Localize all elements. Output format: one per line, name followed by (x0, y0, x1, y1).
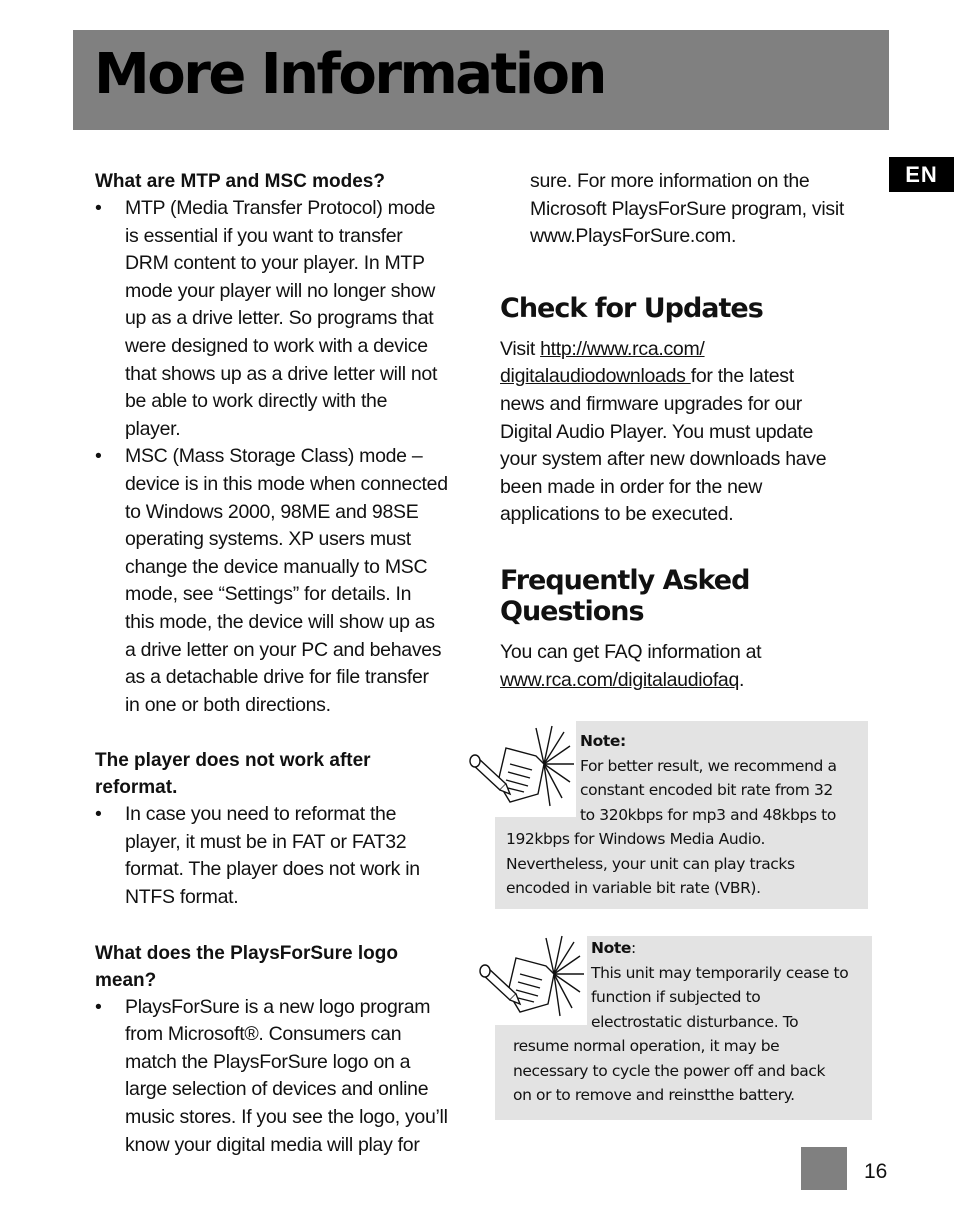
bullet-list (95, 195, 470, 719)
list-item: • In case you need to reformat the player, it must be in FAT or FAT32 format. The player does not work in NTFS format. (95, 803, 420, 909)
question-title: What does the PlaysForSure logo mean? (95, 942, 398, 991)
page-marker (801, 1147, 847, 1190)
bullet-icon: • (95, 803, 102, 826)
list-item: • PlaysForSure is a new logo program from Microsoft®. Consumers can match the PlaysForSure logo on a large selection of devices and online music stores. If you see the logo, you’ll know your digital media will play for (95, 995, 448, 1156)
continuation-text: sure. For more information on the Microsoft PlaysForSure program, visit www.PlaysForSure.com. (530, 170, 844, 248)
note-1: Note: For better result, we recommend a constant encoded bit rate from 32 to 320kbps for mp3 and 48kbps to (580, 732, 837, 824)
bullet-icon: • (95, 197, 102, 219)
downloads-link-continued[interactable]: digitalaudiodownloads (500, 365, 691, 388)
faq-link[interactable]: www.rca.com/digitalaudiofaq (500, 668, 740, 691)
faq-text: You can get FAQ information at www.rca.com/digitalaudiofaq. (500, 640, 762, 691)
bullet-icon: • (95, 995, 102, 1018)
bullet-icon: • (95, 445, 102, 468)
right-column (500, 168, 880, 694)
left-column (95, 168, 470, 1159)
bullet-list (95, 801, 470, 911)
updates-text: Visit http://www.rca.com/ digitalaudiodownloads for the latest news and firmware upgrades for our Digital Audio Player. You must update your system after new downloads have been made in order for the new applications to be executed. (500, 337, 827, 526)
downloads-link[interactable]: http://www.rca.com/ (540, 337, 705, 360)
page-number: 16 (864, 1160, 888, 1183)
note-label: Note: (580, 732, 626, 750)
page-header (73, 30, 889, 130)
question-title: What are MTP and MSC modes? (95, 171, 385, 192)
section-heading-updates: Check for Updates (500, 292, 763, 324)
list-item: • MTP (Media Transfer Protocol) mode is essential if you want to transfer DRM content to your player. In MTP mode your player will no longer show up as a drive letter. So programs that were designed to work with a device that shows up as a drive letter will not be able to work directly with the player. (95, 197, 438, 440)
list-item: • MSC (Mass Storage Class) mode – device is in this mode when connected to Windows 2000, 98ME and 98SE operating systems. XP users must change the device manually to MSC mode, see “Settings” for details. In this mode, the device will show up as a drive letter on your PC and behaves as a detachable drive for file transfer in one or both directions. (95, 445, 448, 716)
note-1-continued: 192kbps for Windows Media Audio. Nevertheless, your unit can play tracks encoded in variable bit rate (VBR). (506, 830, 795, 897)
page-title: More Information (94, 42, 605, 107)
note-2: Note: This unit may temporarily cease to function if subjected to electrostatic disturbance. To (591, 939, 849, 1031)
note-label: Note: (591, 939, 636, 957)
question-title: The player does not work after reformat. (95, 750, 371, 799)
language-tab: EN (889, 157, 954, 192)
section-heading-faq: Frequently Asked Questions (500, 564, 750, 627)
note-pencil-icon (466, 724, 576, 808)
bullet-list (95, 994, 470, 1160)
note-pencil-icon (476, 934, 586, 1018)
note-2-continued: resume normal operation, it may be necessary to cycle the power off and back on or to remove and reinstthe battery. (513, 1037, 826, 1104)
